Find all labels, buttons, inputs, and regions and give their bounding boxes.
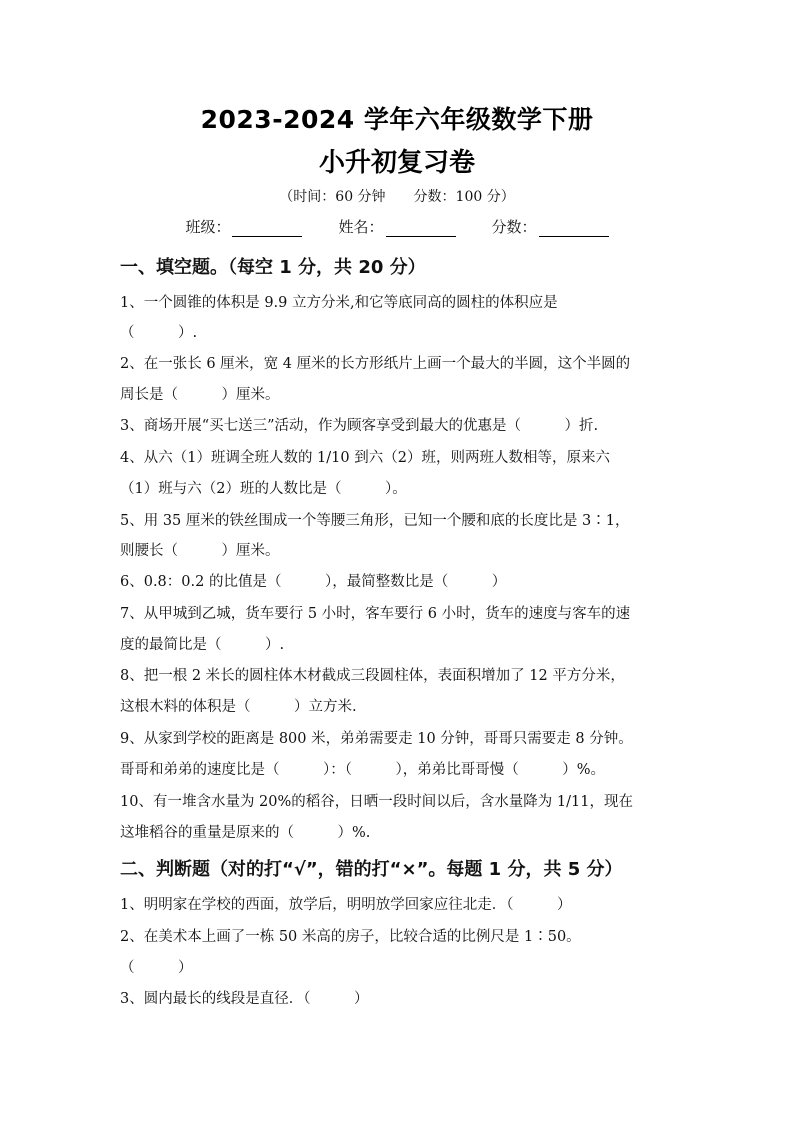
question-line: 这根木料的体积是（ ）立方米. — [120, 699, 357, 715]
score-label: 分数： — [491, 218, 537, 236]
question-line: 10、有一堆含水量为 20%的稻谷，日晒一段时间以后，含水量降为 1/11，现在 — [120, 794, 633, 810]
name-blank[interactable] — [386, 220, 456, 237]
question-line: 这堆稻谷的重量是原来的（ ）%. — [120, 825, 371, 841]
question-line: 9、从家到学校的距离是 800 米，弟弟需要走 10 分钟，哥哥只需要走 8 分钟。 — [120, 731, 633, 747]
question-line: 5、用 35 厘米的铁丝围成一个等腰三角形，已知一个腰和底的长度比是 3∶1， — [120, 513, 630, 529]
exam-time-score: （时间：60 分钟 分数：100 分） — [279, 189, 515, 205]
question-line: 7、从甲城到乙城，货车要行 5 小时，客车要行 6 小时，货车的速度与客车的速 — [120, 606, 631, 622]
class-field — [185, 216, 302, 237]
exam-title: 2023-2024 学年六年级数学下册 — [200, 105, 594, 134]
question-line: 2、在一张长 6 厘米，宽 4 厘米的长方形纸片上画一个最大的半圆，这个半圆的 — [120, 356, 631, 372]
section-heading-fill-in: 一、填空题。（每空 1 分，共 20 分） — [120, 257, 426, 278]
question-line: 则腰长（ ）厘米。 — [120, 543, 280, 559]
question-line: 1、一个圆锥的体积是 9.9 立方分米,和它等底同高的圆柱的体积应是 — [120, 295, 558, 311]
question-line: 1、明明家在学校的西面，放学后，明明放学回家应往北走．（ ） — [120, 897, 572, 913]
question-line: （ ）. — [120, 325, 198, 341]
question-line: 度的最简比是（ ）. — [120, 637, 285, 653]
question-line: 6、0.8：0.2 的比值是（ ），最简整数比是（ ） — [120, 574, 507, 590]
question-line: 4、从六（1）班调全班人数的 1/10 到六（2）班，则两班人数相等，原来六 — [120, 450, 610, 466]
class-label: 班级： — [185, 218, 231, 236]
name-label: 姓名： — [338, 218, 384, 236]
section-heading-true-false: 二、判断题（对的打“√”，错的打“×”。每题 1 分，共 5 分） — [120, 859, 623, 880]
question-line: 周长是（ ）厘米。 — [120, 387, 280, 403]
question-line: 3、商场开展“买七送三”活动，作为顾客享受到最大的优惠是（ ）折. — [120, 418, 599, 434]
score-field — [492, 216, 609, 237]
question-line: 哥哥和弟弟的速度比是（ ）：（ ），弟弟比哥哥慢（ ）%。 — [120, 762, 606, 778]
student-info-row — [0, 216, 794, 237]
question-line: 3、圆内最长的线段是直径．（ ） — [120, 991, 369, 1007]
exam-subtitle: 小升初复习卷 — [318, 148, 475, 178]
name-field — [338, 216, 455, 237]
question-line: （1）班与六（2）班的人数比是（ ）。 — [120, 481, 407, 497]
question-line: （ ） — [120, 960, 193, 976]
score-blank[interactable] — [539, 220, 609, 237]
question-line: 8、把一根 2 米长的圆柱体木材截成三段圆柱体，表面积增加了 12 平方分米， — [120, 668, 625, 684]
question-line: 2、在美术本上画了一栋 50 米高的房子，比较合适的比例尺是 1∶50。 — [120, 929, 581, 945]
class-blank[interactable] — [232, 220, 302, 237]
